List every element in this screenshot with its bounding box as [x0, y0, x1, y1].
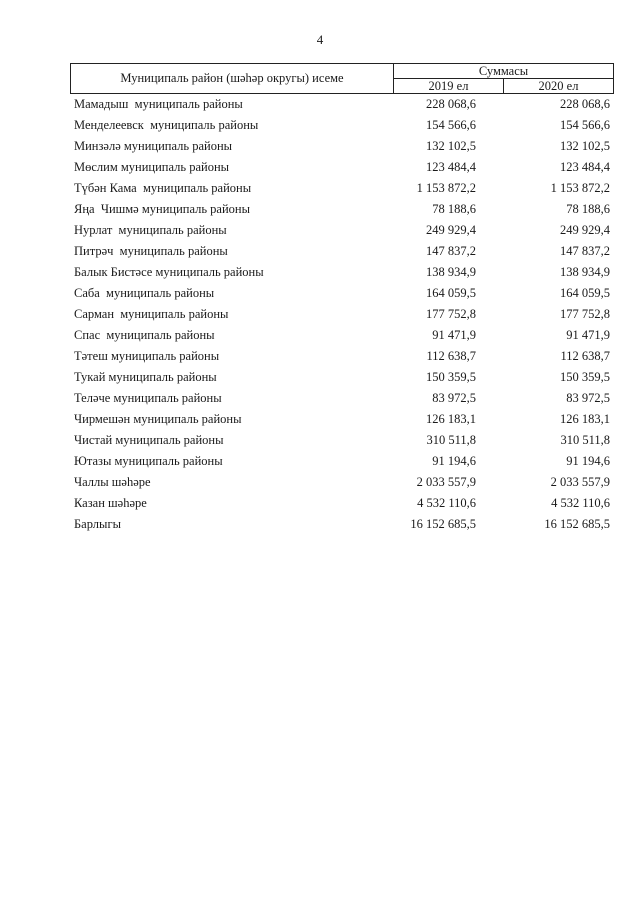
table-row: [74, 115, 610, 136]
table-row: [74, 220, 610, 241]
district-name: Питрәч муниципаль районы: [74, 244, 228, 258]
page-number: 4: [316, 32, 324, 47]
amount-2020: 228 068,6: [560, 97, 610, 111]
amount-2019: 16 152 685,5: [410, 517, 476, 531]
amount-2020: 132 102,5: [560, 139, 610, 153]
amount-2019: 123 484,4: [426, 160, 476, 174]
amount-2019: 228 068,6: [426, 97, 476, 111]
table-row: [74, 304, 610, 325]
district-name: Теләче муниципаль районы: [74, 391, 222, 405]
amount-2020: 112 638,7: [560, 349, 610, 363]
table-row: [74, 388, 610, 409]
amount-2020: 4 532 110,6: [551, 496, 610, 510]
table-row: [74, 241, 610, 262]
table-row: [74, 367, 610, 388]
table-row: [74, 199, 610, 220]
table-row: [74, 178, 610, 199]
amount-2019: 83 972,5: [432, 391, 476, 405]
district-name: Чистай муниципаль районы: [74, 433, 224, 447]
amount-2020: 1 153 872,2: [550, 181, 610, 195]
amount-2019: 2 033 557,9: [416, 475, 476, 489]
amount-2019: 249 929,4: [426, 223, 476, 237]
table-row: [74, 409, 610, 430]
column-header-sum: Суммасы: [394, 64, 613, 79]
amount-2019: 177 752,8: [426, 307, 476, 321]
amount-2020: 138 934,9: [560, 265, 610, 279]
district-name: Нурлат муниципаль районы: [74, 223, 227, 237]
table-row: [74, 346, 610, 367]
table-row: [74, 514, 610, 535]
amount-2019: 91 471,9: [432, 328, 476, 342]
amount-2019: 78 188,6: [432, 202, 476, 216]
amount-2019: 138 934,9: [426, 265, 476, 279]
district-name: Минзәлә муниципаль районы: [74, 139, 233, 153]
amount-2019: 112 638,7: [426, 349, 476, 363]
table-body: [74, 94, 610, 535]
table-row: [74, 262, 610, 283]
table-header: [70, 63, 614, 94]
district-name: Казан шәһәре: [74, 496, 147, 510]
amount-2019: 1 153 872,2: [416, 181, 476, 195]
amount-2020: 154 566,6: [560, 118, 610, 132]
amount-2019: 91 194,6: [432, 454, 476, 468]
amount-2019: 4 532 110,6: [417, 496, 476, 510]
district-name: Мөслим муниципаль районы: [74, 160, 230, 174]
amount-2019: 126 183,1: [426, 412, 476, 426]
amount-2020: 2 033 557,9: [550, 475, 610, 489]
district-name: Ютазы муниципаль районы: [74, 454, 223, 468]
table-row: [74, 94, 610, 115]
amount-2019: 132 102,5: [426, 139, 476, 153]
table-row: [74, 136, 610, 157]
amount-2020: 177 752,8: [560, 307, 610, 321]
district-name: Спас муниципаль районы: [74, 328, 215, 342]
amount-2020: 91 194,6: [566, 454, 610, 468]
district-name: Чирмешән муниципаль районы: [74, 412, 242, 426]
amount-2020: 78 188,6: [566, 202, 610, 216]
amount-2020: 16 152 685,5: [544, 517, 610, 531]
district-name: Тукай муниципаль районы: [74, 370, 217, 384]
amount-2019: 147 837,2: [426, 244, 476, 258]
district-name: Мамадыш муниципаль районы: [74, 97, 243, 111]
amount-2020: 147 837,2: [560, 244, 610, 258]
table-row: [74, 325, 610, 346]
district-name: Түбән Кама муниципаль районы: [74, 181, 252, 195]
amount-2020: 123 484,4: [560, 160, 610, 174]
column-header-2019: 2019 ел: [394, 79, 504, 93]
amount-2019: 150 359,5: [426, 370, 476, 384]
district-name: Саба муниципаль районы: [74, 286, 215, 300]
amount-2019: 310 511,8: [426, 433, 476, 447]
table-row: [74, 430, 610, 451]
table-row: [74, 472, 610, 493]
amount-2020: 126 183,1: [560, 412, 610, 426]
district-name: Яңа Чишмә муниципаль районы: [74, 202, 251, 216]
district-name: Менделеевск муниципаль районы: [74, 118, 259, 132]
amount-2020: 249 929,4: [560, 223, 610, 237]
district-name: Балык Бистәсе муниципаль районы: [74, 265, 264, 279]
district-name: Чаллы шәһәре: [74, 475, 151, 489]
amount-2020: 310 511,8: [560, 433, 610, 447]
table-row: [74, 493, 610, 514]
district-name: Тәтеш муниципаль районы: [74, 349, 220, 363]
district-name: Барлыгы: [74, 517, 121, 531]
amount-2020: 83 972,5: [566, 391, 610, 405]
amount-2020: 164 059,5: [560, 286, 610, 300]
column-header-2020: 2020 ел: [538, 79, 579, 93]
district-name: Сарман муниципаль районы: [74, 307, 229, 321]
table-row: [74, 157, 610, 178]
table-row: [74, 283, 610, 304]
table-row: [74, 451, 610, 472]
amount-2019: 154 566,6: [426, 118, 476, 132]
amount-2020: 91 471,9: [566, 328, 610, 342]
amount-2019: 164 059,5: [426, 286, 476, 300]
amount-2020: 150 359,5: [560, 370, 610, 384]
column-header-name: Муниципаль район (шәһәр округы) исеме: [71, 64, 394, 93]
